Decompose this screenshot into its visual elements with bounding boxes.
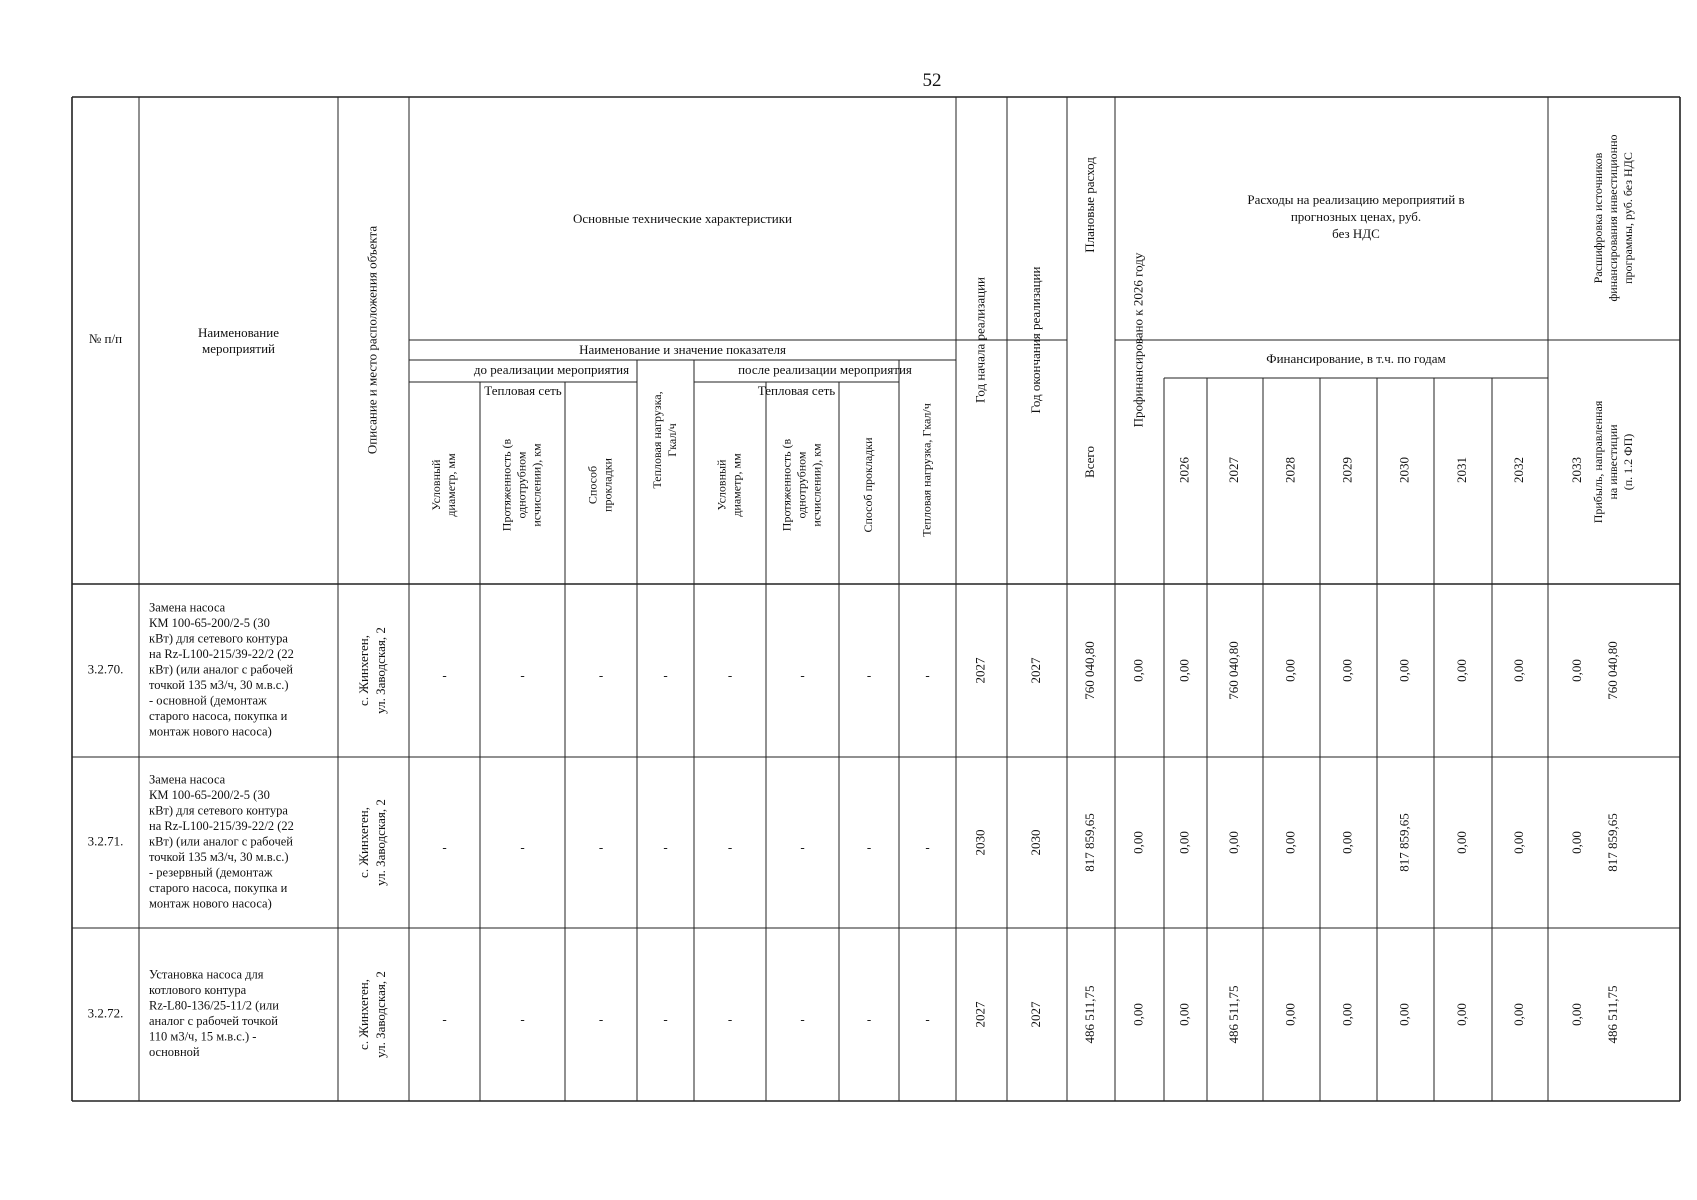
header-tech-col bbox=[919, 403, 933, 537]
row-year-value bbox=[1176, 1003, 1191, 1026]
row-profit bbox=[1605, 641, 1620, 700]
row-year-value bbox=[1454, 659, 1469, 682]
vertical-text-line: 486 511,75 bbox=[1081, 985, 1097, 1044]
vertical-text-line: Прибыль, направленная bbox=[1590, 400, 1605, 524]
row-tech-value: - bbox=[800, 1011, 805, 1027]
header-expenses: без НДС bbox=[1332, 225, 1380, 241]
vertical-text-line: Плановые расход bbox=[1081, 157, 1097, 253]
row-location bbox=[356, 971, 388, 1058]
row-num: 3.2.72. bbox=[87, 1005, 124, 1021]
row-year-value bbox=[1396, 1003, 1411, 1026]
row-tech-value: - bbox=[925, 839, 930, 855]
vertical-text-line: 2027 bbox=[1225, 457, 1241, 483]
vertical-text-line: 2027 bbox=[972, 1001, 988, 1028]
page-number: 52 bbox=[922, 70, 942, 91]
vertical-text-line: Тепловая нагрузка, Гкал/ч bbox=[919, 403, 934, 537]
row-profit bbox=[1605, 813, 1620, 872]
row-year-value bbox=[1282, 659, 1297, 682]
vertical-text-line: ул. Заводская, 2 bbox=[372, 971, 388, 1058]
row-tech-value: - bbox=[925, 1011, 930, 1027]
vertical-text-line: 0,00 bbox=[1453, 1003, 1469, 1026]
vertical-text-line: (п. 1.2 ФП) bbox=[1620, 433, 1635, 491]
header-year bbox=[1454, 457, 1469, 483]
vertical-text-line: 2027 bbox=[1027, 1001, 1043, 1028]
row-location bbox=[356, 799, 388, 886]
vertical-text-line: 0,00 bbox=[1510, 1003, 1526, 1026]
vertical-text-line: однотрубном bbox=[514, 451, 529, 519]
vertical-text-line: 0,00 bbox=[1339, 659, 1355, 682]
vertical-text-line: на инвестиции bbox=[1605, 424, 1620, 500]
row-total bbox=[1082, 641, 1097, 700]
header-tech-col bbox=[650, 391, 679, 488]
row-year-value bbox=[1226, 641, 1241, 700]
header-year bbox=[1339, 457, 1354, 483]
header-tech-main: Основные технические характеристики bbox=[573, 210, 792, 226]
row-name-line: на Rz-L100-215/39-22/2 (22 bbox=[149, 818, 294, 833]
vertical-text-line: 0,00 bbox=[1282, 659, 1298, 682]
header-network-after: Тепловая сеть bbox=[757, 382, 836, 398]
vertical-text-line: 760 040,80 bbox=[1081, 641, 1097, 700]
vertical-text-line: 2027 bbox=[1027, 657, 1043, 684]
vertical-text-line: Гкал/ч bbox=[664, 423, 679, 457]
header-tech-col bbox=[861, 437, 875, 533]
vertical-text-line: 0,00 bbox=[1453, 659, 1469, 682]
header-year bbox=[1396, 457, 1411, 483]
vertical-text-line: Условный bbox=[428, 459, 443, 511]
header-tech-col bbox=[499, 438, 543, 531]
header-tech-col bbox=[779, 438, 823, 531]
row-name-line: котлового контура bbox=[149, 983, 247, 998]
vertical-text-line: Протяженность (в bbox=[779, 438, 794, 532]
vertical-text-line: 2030 bbox=[972, 829, 988, 856]
vertical-text-line: 0,00 bbox=[1282, 831, 1298, 854]
row-end-year bbox=[1028, 657, 1043, 684]
row-tech-value: - bbox=[727, 1011, 733, 1027]
row-tech-value: - bbox=[598, 667, 604, 683]
header-year bbox=[1226, 457, 1241, 484]
row-tech-value: - bbox=[520, 667, 525, 683]
row-year-value bbox=[1282, 831, 1297, 854]
row-year-value bbox=[1339, 659, 1354, 682]
row-name-line: 110 м3/ч, 15 м.в.с.) - bbox=[149, 1029, 257, 1044]
vertical-text-line: Описание и место расположения объекта bbox=[364, 225, 380, 455]
vertical-text-line: финансирования инвестиционно bbox=[1605, 134, 1620, 302]
vertical-text-line: Способ bbox=[585, 465, 600, 505]
header-expenses: прогнозных ценах, руб. bbox=[1290, 208, 1422, 224]
row-end-year bbox=[1028, 1001, 1043, 1028]
vertical-text-line: 0,00 bbox=[1510, 831, 1526, 854]
vertical-text-line: 817 859,65 bbox=[1604, 813, 1620, 872]
row-year-value bbox=[1226, 985, 1241, 1043]
row-year-value bbox=[1569, 831, 1584, 854]
row-year-value bbox=[1339, 1003, 1354, 1026]
vertical-text-line: 0,00 bbox=[1396, 1003, 1412, 1026]
vertical-text-line: исчислении), км bbox=[809, 443, 824, 527]
row-name-line: монтаж нового насоса) bbox=[149, 724, 272, 739]
header-num: № п/п bbox=[88, 330, 123, 346]
row-year-value bbox=[1176, 659, 1191, 682]
row-tech-value: - bbox=[442, 839, 447, 855]
row-tech-value: - bbox=[663, 667, 668, 683]
row-name-line: монтаж нового насоса) bbox=[149, 896, 272, 911]
row-year-value bbox=[1176, 831, 1191, 854]
vertical-text-line: диаметр, мм bbox=[729, 453, 744, 517]
row-name-line: на Rz-L100-215/39-22/2 (22 bbox=[149, 646, 294, 661]
vertical-text-line: Тепловая нагрузка, bbox=[649, 391, 664, 489]
header-profit bbox=[1591, 400, 1635, 523]
header-before: до реализации мероприятия bbox=[473, 361, 630, 377]
row-tech-value: - bbox=[520, 1011, 525, 1027]
vertical-text-line: Расшифровка источников bbox=[1590, 152, 1605, 284]
vertical-text-line: исчислении), км bbox=[529, 443, 544, 527]
vertical-text-line: 2028 bbox=[1282, 457, 1298, 483]
row-year-value bbox=[1569, 1003, 1584, 1026]
vertical-text-line: 0,00 bbox=[1339, 1003, 1355, 1026]
row-end-year bbox=[1028, 830, 1043, 856]
vertical-text-line: 2032 bbox=[1510, 457, 1526, 483]
vertical-text-line: с. Жинхеген, bbox=[355, 807, 371, 878]
row-year-value bbox=[1396, 659, 1411, 682]
vertical-text-line: 2033 bbox=[1568, 457, 1584, 483]
vertical-text-line: 0,00 bbox=[1130, 831, 1146, 854]
header-tech-col bbox=[714, 453, 743, 517]
vertical-text-line: ул. Заводская, 2 bbox=[372, 799, 388, 886]
row-name-line: точкой 135 м3/ч, 30 м.в.с.) bbox=[149, 849, 289, 864]
row-name-line: Установка насоса для bbox=[149, 967, 264, 982]
row-year-value bbox=[1511, 1003, 1526, 1026]
header-indicator: Наименование и значение показателя bbox=[579, 341, 786, 357]
row-year-value bbox=[1396, 813, 1411, 872]
row-year-value bbox=[1454, 1003, 1469, 1026]
vertical-text-line: 760 040,80 bbox=[1604, 641, 1620, 700]
vertical-text-line: 486 511,75 bbox=[1604, 985, 1620, 1044]
row-tech-value: - bbox=[800, 839, 805, 855]
row-tech-value: - bbox=[598, 1011, 604, 1027]
vertical-text-line: Всего bbox=[1081, 446, 1097, 478]
row-tech-value: - bbox=[727, 667, 733, 683]
vertical-text-line: 2027 bbox=[972, 657, 988, 684]
vertical-text-line: 0,00 bbox=[1568, 659, 1584, 682]
row-location bbox=[356, 627, 388, 714]
row-name-line: - основной (демонтаж bbox=[149, 693, 267, 708]
vertical-text-line: Год начала реализации bbox=[972, 276, 988, 404]
header-prefinanced bbox=[1130, 252, 1145, 427]
header-name: Наименование bbox=[198, 324, 279, 340]
header-tech-col bbox=[585, 457, 614, 512]
row-tech-value: - bbox=[663, 1011, 668, 1027]
row-year-value bbox=[1569, 659, 1584, 682]
row-name-line: Rz-L80-136/25-11/2 (или bbox=[149, 998, 279, 1013]
row-name-line: аналог с рабочей точкой bbox=[149, 1014, 278, 1029]
row-total bbox=[1082, 985, 1097, 1043]
row-name-line: КМ 100-65-200/2-5 (30 bbox=[149, 787, 270, 802]
row-tech-value: - bbox=[866, 839, 872, 855]
vertical-text-line: программы, руб. без НДС bbox=[1620, 152, 1635, 284]
row-tech-value: - bbox=[442, 1011, 447, 1027]
row-start-year bbox=[972, 1001, 987, 1028]
row-year-value bbox=[1511, 831, 1526, 854]
vertical-text-line: 2026 bbox=[1176, 457, 1192, 483]
vertical-text-line: с. Жинхеген, bbox=[355, 635, 371, 706]
vertical-text-line: Профинансировано к 2026 году bbox=[1130, 252, 1146, 428]
row-tech-value: - bbox=[598, 839, 604, 855]
vertical-text-line: 817 859,65 bbox=[1081, 813, 1097, 872]
row-prefinanced bbox=[1130, 1003, 1145, 1026]
vertical-text-line: 0,00 bbox=[1130, 659, 1146, 682]
row-total bbox=[1082, 813, 1097, 872]
vertical-text-line: с. Жинхеген, bbox=[355, 979, 371, 1050]
row-year-value bbox=[1226, 831, 1241, 854]
row-year-value bbox=[1454, 831, 1469, 854]
header-name: мероприятий bbox=[202, 340, 275, 356]
header-sources bbox=[1591, 134, 1635, 301]
row-start-year bbox=[972, 830, 987, 856]
row-name-line: Замена насоса bbox=[149, 772, 226, 787]
header-total bbox=[1082, 446, 1097, 478]
row-tech-value: - bbox=[866, 667, 872, 683]
row-start-year bbox=[972, 657, 987, 684]
row-name-line: основной bbox=[149, 1045, 200, 1060]
vertical-text-line: диаметр, мм bbox=[443, 453, 458, 517]
vertical-text-line: 0,00 bbox=[1282, 1003, 1298, 1026]
row-name-line: кВт) для сетевого контура bbox=[149, 803, 288, 818]
vertical-text-line: 2031 bbox=[1453, 457, 1469, 483]
vertical-text-line: 2029 bbox=[1339, 457, 1355, 483]
row-tech-value: - bbox=[663, 839, 668, 855]
vertical-text-line: 0,00 bbox=[1339, 831, 1355, 854]
row-name-line: - резервный (демонтаж bbox=[149, 865, 273, 880]
header-end-year bbox=[1028, 266, 1043, 413]
vertical-text-line: ул. Заводская, 2 bbox=[372, 627, 388, 714]
header-year bbox=[1282, 457, 1297, 483]
header-after: после реализации мероприятия bbox=[738, 361, 912, 377]
header-expenses: Расходы на реализацию мероприятий в bbox=[1247, 191, 1465, 207]
row-year-value bbox=[1511, 659, 1526, 682]
row-tech-value: - bbox=[442, 667, 447, 683]
vertical-text-line: 2030 bbox=[1027, 829, 1043, 856]
header-by-years: Финансирование, в т.ч. по годам bbox=[1266, 350, 1446, 366]
vertical-text-line: 0,00 bbox=[1568, 831, 1584, 854]
row-prefinanced bbox=[1130, 659, 1145, 682]
row-name-line: старого насоса, покупка и bbox=[149, 708, 288, 723]
header-location bbox=[364, 226, 379, 454]
header-year bbox=[1511, 457, 1526, 483]
row-num: 3.2.70. bbox=[87, 661, 124, 677]
row-tech-value: - bbox=[800, 667, 805, 683]
vertical-text-line: 760 040,80 bbox=[1225, 641, 1241, 700]
row-name-line: кВт) для сетевого контура bbox=[149, 631, 288, 646]
vertical-text-line: 0,00 bbox=[1453, 831, 1469, 854]
vertical-text-line: Способ прокладки bbox=[860, 437, 875, 533]
vertical-text-line: 0,00 bbox=[1568, 1003, 1584, 1026]
header-network-before: Тепловая сеть bbox=[484, 382, 562, 398]
table-text bbox=[88, 134, 1635, 1059]
row-prefinanced bbox=[1130, 831, 1145, 854]
row-tech-value: - bbox=[727, 839, 733, 855]
header-year bbox=[1569, 457, 1584, 483]
header-tech-col bbox=[429, 453, 458, 517]
vertical-text-line: 0,00 bbox=[1510, 659, 1526, 682]
row-num: 3.2.71. bbox=[87, 833, 124, 849]
row-name-line: точкой 135 м3/ч, 30 м.в.с.) bbox=[149, 677, 289, 692]
vertical-text-line: 0,00 bbox=[1176, 831, 1192, 854]
row-name-line: кВт) (или аналог с рабочей bbox=[149, 662, 293, 677]
row-year-value bbox=[1282, 1003, 1297, 1026]
vertical-text-line: 2030 bbox=[1396, 457, 1412, 483]
vertical-text-line: 817 859,65 bbox=[1396, 813, 1412, 872]
header-year bbox=[1176, 457, 1191, 484]
vertical-text-line: однотрубном bbox=[794, 451, 809, 519]
row-tech-value: - bbox=[866, 1011, 872, 1027]
vertical-text-line: 0,00 bbox=[1176, 659, 1192, 682]
row-name-line: КМ 100-65-200/2-5 (30 bbox=[149, 615, 270, 630]
row-name-line: Замена насоса bbox=[149, 600, 226, 615]
row-year-value bbox=[1339, 831, 1354, 854]
row-tech-value: - bbox=[925, 667, 930, 683]
row-name-line: старого насоса, покупка и bbox=[149, 880, 288, 895]
vertical-text-line: Условный bbox=[714, 459, 729, 511]
vertical-text-line: прокладки bbox=[600, 458, 615, 512]
header-planned bbox=[1082, 157, 1097, 253]
vertical-text-line: Год окончания реализации bbox=[1027, 266, 1043, 414]
vertical-text-line: 0,00 bbox=[1130, 1003, 1146, 1026]
table-grid bbox=[72, 97, 1680, 1101]
vertical-text-line: 0,00 bbox=[1176, 1003, 1192, 1026]
row-name-line: кВт) (или аналог с рабочей bbox=[149, 834, 293, 849]
row-tech-value: - bbox=[520, 839, 525, 855]
vertical-text-line: 0,00 bbox=[1225, 831, 1241, 854]
vertical-text-line: Протяженность (в bbox=[499, 438, 514, 532]
vertical-text-line: 0,00 bbox=[1396, 659, 1412, 682]
row-profit bbox=[1605, 985, 1620, 1043]
header-start-year bbox=[972, 277, 987, 403]
vertical-text-line: 486 511,75 bbox=[1225, 985, 1241, 1044]
